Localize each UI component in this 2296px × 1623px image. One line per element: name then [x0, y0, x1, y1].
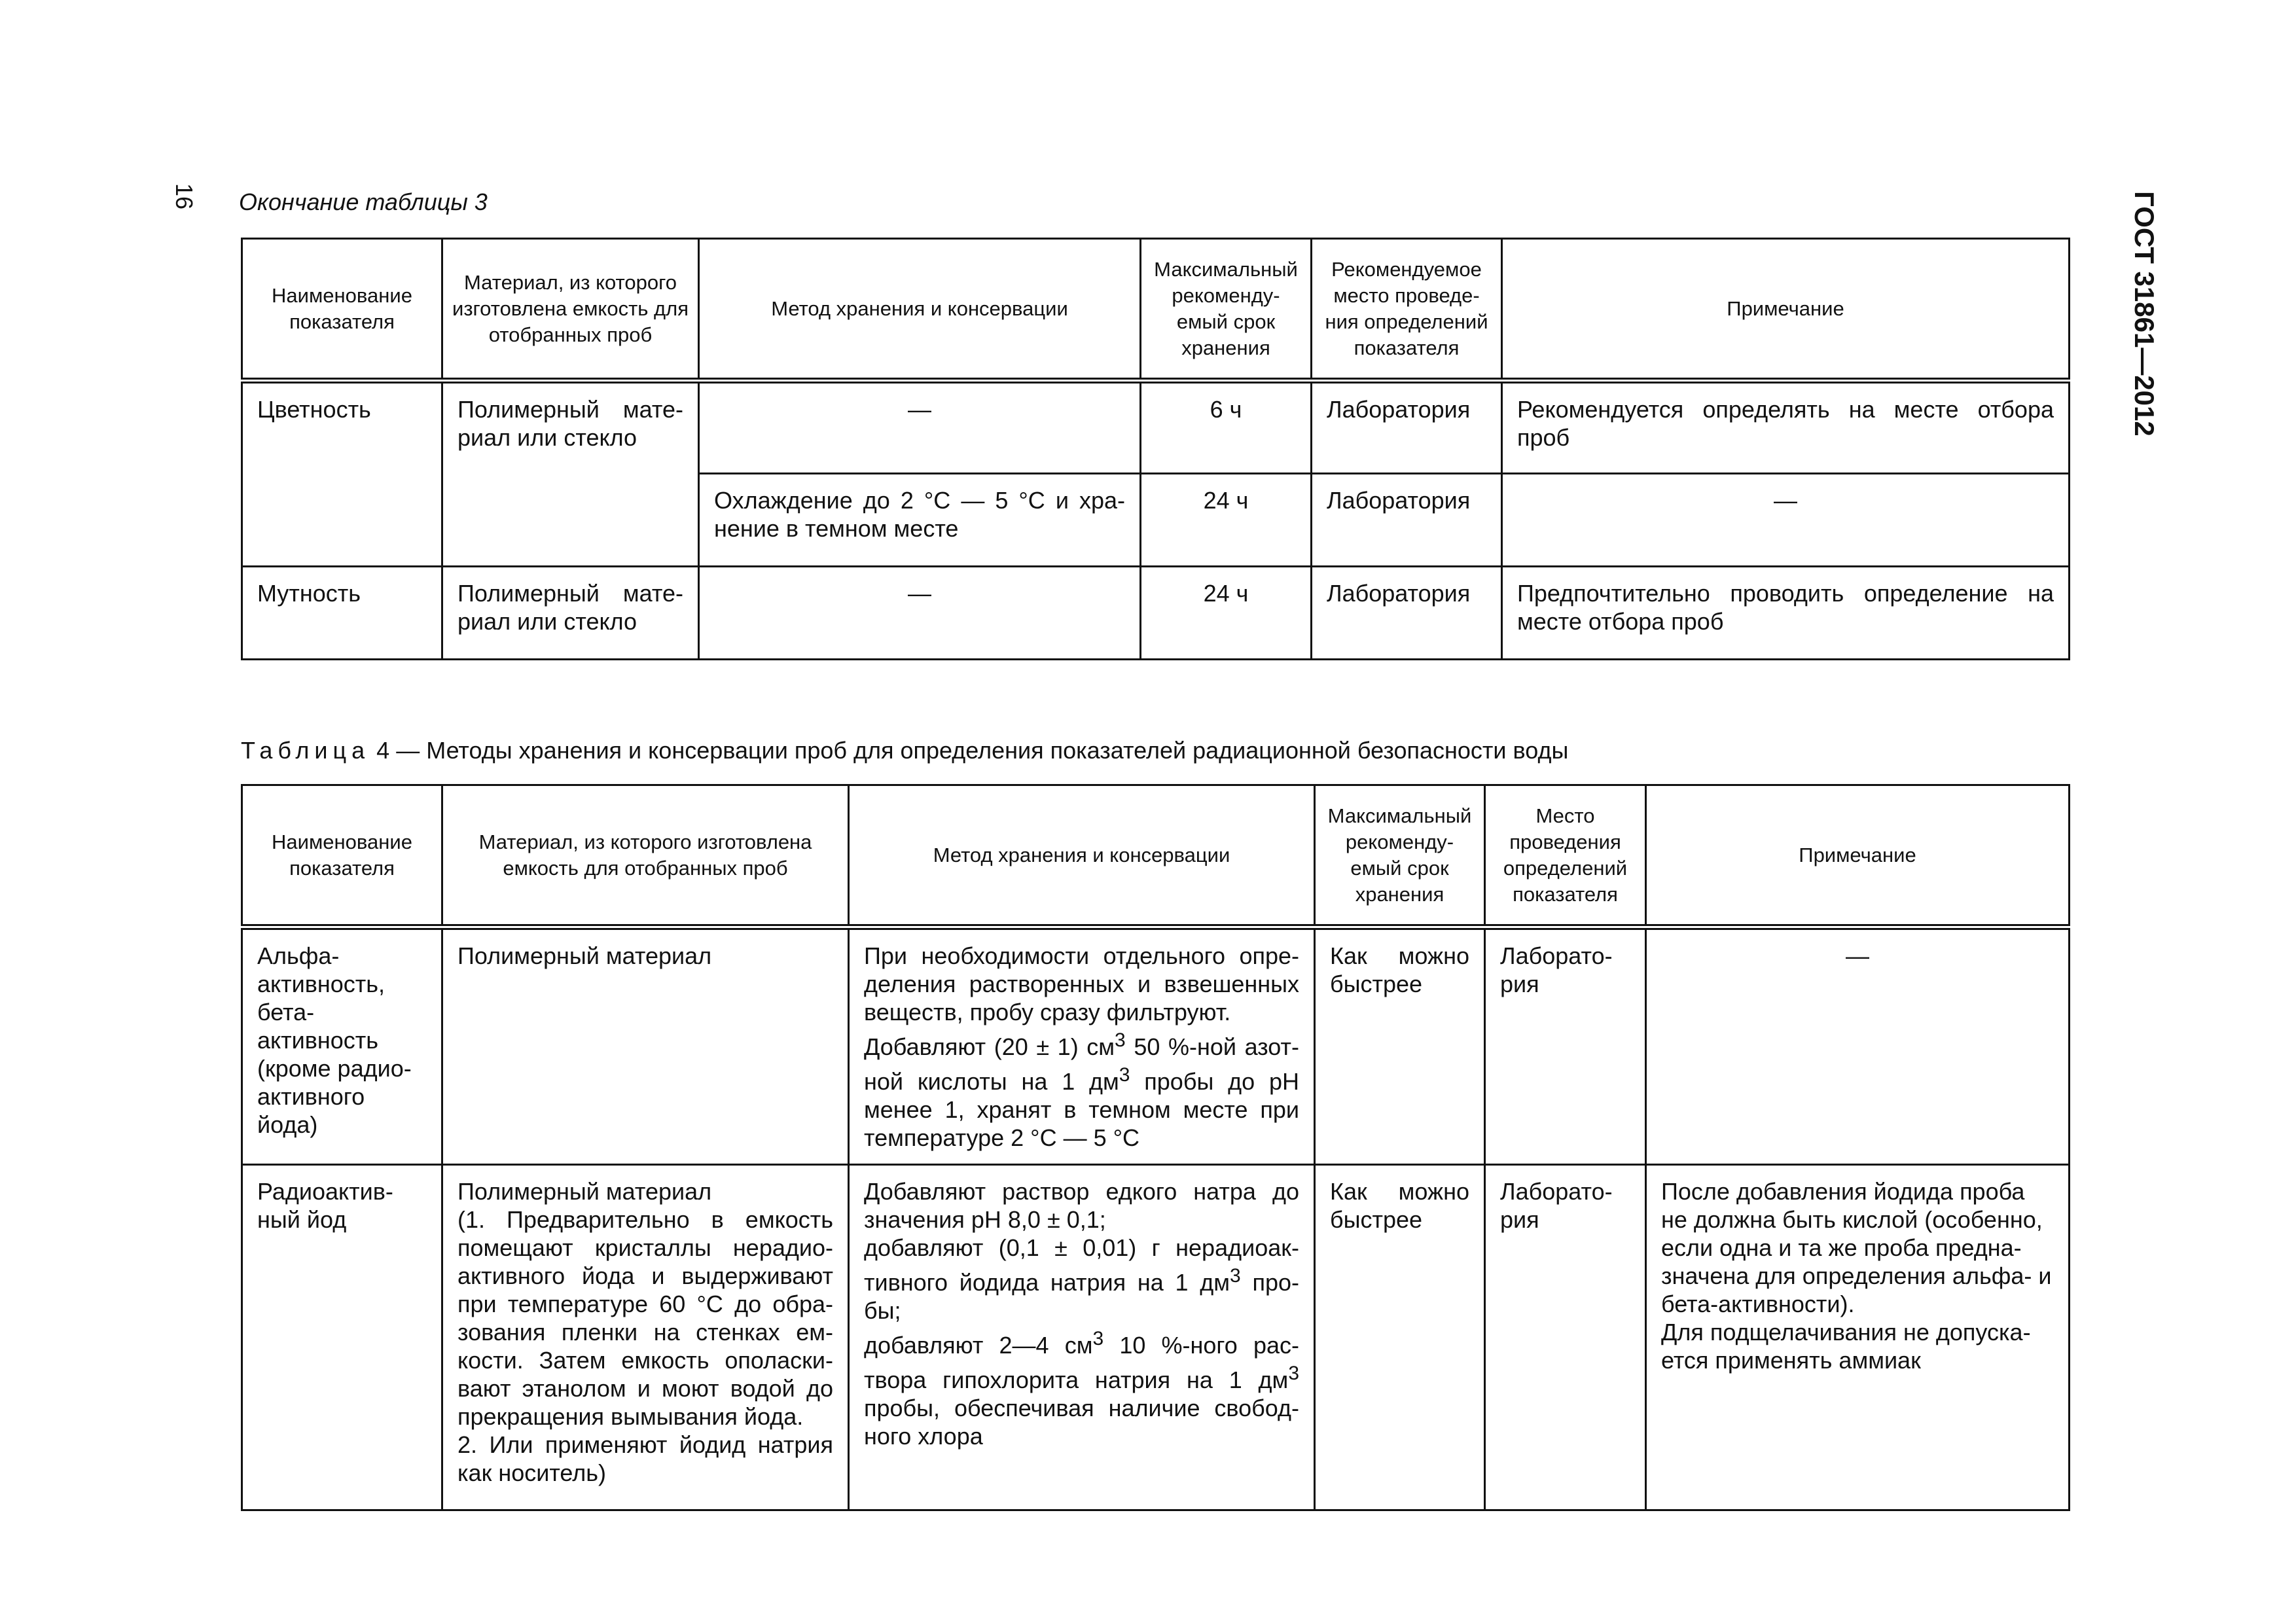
- method-text: пробы, обеспечивая наличие свобод-ного хлора: [864, 1395, 1299, 1450]
- method-text: Добавляют (20 ± 1) см: [864, 1033, 1115, 1060]
- header-material: Материал, из которого изготовлена емкость для отобранных проб: [442, 239, 699, 381]
- table4-header-row: [242, 785, 2070, 927]
- note-text: Для подщелачивания не допуска-ется применять аммиак: [1661, 1319, 2031, 1374]
- table3-caption: Окончание таблицы 3: [239, 188, 488, 215]
- place-cell: Лаборатория: [1312, 567, 1502, 660]
- term-cell: 24 ч: [1141, 567, 1312, 660]
- header-material: Материал, из которого изготовлена емкость для отобранных проб: [442, 785, 849, 927]
- indicator-cell: Мутность: [242, 567, 442, 660]
- indicator-cell: Радиоактив-ный йод: [242, 1165, 442, 1510]
- method-text: Добавляют раствор едкого натра до значения рН 8,0 ± 0,1;: [864, 1178, 1299, 1233]
- superscript: 3: [1115, 1029, 1126, 1051]
- material-text: 2. Или применяют йодид натрия как носитель): [457, 1431, 833, 1486]
- header-term: Максимальный рекоменду-емый срок хранения: [1141, 239, 1312, 381]
- material-cell: Полимерный мате-риал или стекло: [442, 381, 699, 567]
- header-indicator: Наименование показателя: [242, 239, 442, 381]
- method-text: добавляют 2—4 см: [864, 1332, 1093, 1359]
- place-cell: Лаборатория: [1312, 474, 1502, 567]
- header-method: Метод хранения и консервации: [699, 239, 1141, 381]
- method-cell: [849, 927, 1315, 1165]
- table-row: [242, 927, 2070, 1165]
- term-cell: 6 ч: [1141, 381, 1312, 474]
- method-text: пробы до рН менее 1, хранят в темном месте при температуре 2 °С — 5 °С: [864, 1068, 1299, 1151]
- header-indicator: Наименование показателя: [242, 785, 442, 927]
- indicator-cell: Цветность: [242, 381, 442, 567]
- method-cell: Охлаждение до 2 °С — 5 °С и хра-нение в темном месте: [699, 474, 1141, 567]
- material-text: (1. Предварительно в емкость помещают кристаллы нерадио-активного йода и выдерживают при температуре 60 °С до обра-зования пленки на стенках ем-кости. Затем емкость ополаски-вают этанолом и моют водой до прекращения вымывания йода.: [457, 1206, 833, 1430]
- place-cell: Лаборатория: [1312, 381, 1502, 474]
- material-cell: [442, 1165, 849, 1510]
- material-cell: Полимерный материал: [442, 927, 849, 1165]
- header-note: Примечание: [1502, 239, 2070, 381]
- place-cell: Лаборато-рия: [1485, 927, 1646, 1165]
- table4: [241, 784, 2070, 1511]
- header-place: Место проведения определений показателя: [1485, 785, 1646, 927]
- method-text: про-бы;: [864, 1269, 1299, 1324]
- table4-caption: [241, 737, 1568, 764]
- note-text: После добавления йодида проба не должна быть кислой (особенно, если одна и та же проба предна-значена для определения альфа- и бета-активности).: [1661, 1178, 2052, 1317]
- method-text: При необходимости отдельного опре-деления растворенных и взвешенных веществ, пробу сразу фильтруют.: [864, 942, 1299, 1026]
- method-text: 50 %-ной азот-ной кислоты на 1 дм: [864, 1033, 1299, 1095]
- note-cell: —: [1646, 927, 2070, 1165]
- table-row: [242, 381, 2070, 474]
- table-row: [242, 1165, 2070, 1510]
- standard-code: ГОСТ 31861—2012: [2129, 191, 2160, 437]
- superscript: 3: [1119, 1064, 1130, 1086]
- material-text: Полимерный материал: [457, 1178, 712, 1205]
- method-cell: [849, 1165, 1315, 1510]
- note-cell: —: [1502, 474, 2070, 567]
- note-cell: Рекомендуется определять на месте отбора проб: [1502, 381, 2070, 474]
- method-text: 10 %-ного рас-твора гипохлорита натрия на 1 дм: [864, 1332, 1299, 1393]
- superscript: 3: [1230, 1265, 1241, 1287]
- method-cell: —: [699, 381, 1141, 474]
- header-method: Метод хранения и консервации: [849, 785, 1315, 927]
- place-cell: Лаборато-рия: [1485, 1165, 1646, 1510]
- table4-caption-label: Таблица: [241, 737, 370, 764]
- method-text: добавляют (0,1 ± 0,01) г нерадиоак-тивного йодида натрия на 1 дм: [864, 1234, 1299, 1296]
- page-number: 16: [171, 183, 198, 210]
- header-term: Максимальный рекоменду-емый срок хранения: [1315, 785, 1485, 927]
- header-note: Примечание: [1646, 785, 2070, 927]
- note-cell: Предпочтительно проводить определение на месте отбора проб: [1502, 567, 2070, 660]
- header-place: Рекомендуемое место проведе-ния определений показателя: [1312, 239, 1502, 381]
- superscript: 3: [1288, 1363, 1299, 1384]
- material-cell: Полимерный мате-риал или стекло: [442, 567, 699, 660]
- method-cell: —: [699, 567, 1141, 660]
- table4-caption-text: 4 — Методы хранения и консервации проб для определения показателей радиационной безопасности воды: [376, 737, 1569, 764]
- table3: [241, 238, 2070, 660]
- term-cell: Как можно быстрее: [1315, 1165, 1485, 1510]
- superscript: 3: [1092, 1328, 1104, 1349]
- term-cell: Как можно быстрее: [1315, 927, 1485, 1165]
- indicator-cell: Альфа-активность, бета-активность (кроме радио-активного йода): [242, 927, 442, 1165]
- table3-header-row: [242, 239, 2070, 381]
- note-cell: [1646, 1165, 2070, 1510]
- term-cell: 24 ч: [1141, 474, 1312, 567]
- table-row: [242, 567, 2070, 660]
